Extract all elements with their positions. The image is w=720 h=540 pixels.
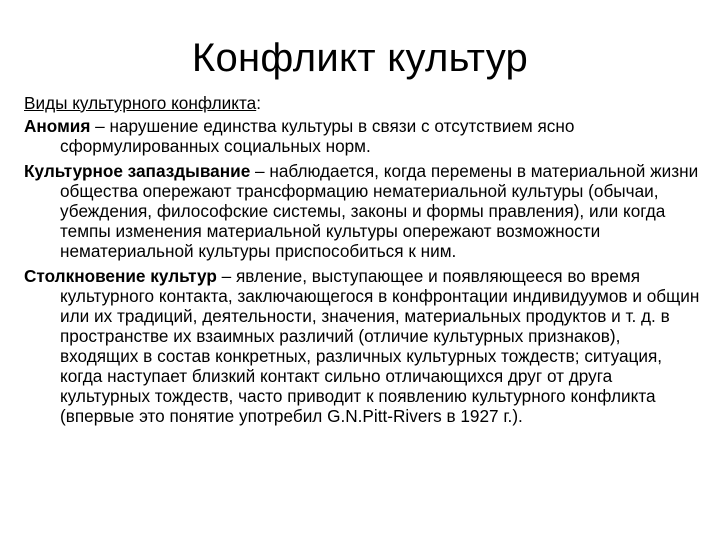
text-anomie: нарушение единства культуры в связи с отсутствием ясно сформулированных социальных норм.: [60, 116, 575, 156]
subtitle-text: Виды культурного конфликта: [24, 93, 257, 113]
text-cultural-lag: наблюдается, когда перемены в материальной жизни общества опережают трансформацию нематериальной культуры (обычаи, убеждения, философские системы, законы и формы правления), или когда темпы изменения материальной культуры опережают возможности нематериальной культуры приспособиться к ним.: [60, 161, 699, 261]
slide-content: [24, 93, 700, 431]
subtitle: [24, 93, 700, 113]
text-culture-clash: явление, выступающее и появляющееся во время культурного контакта, заключающегося в конфронтации индивидуумов и общин или их традиций, деятельности, значения, материальных продуктов и т. д. в пространстве их взаимных различий (отличие культурных признаков), входящих в состав конкретных, различных культурных тождеств; ситуация, когда наступает близкий контакт сильно отличающихся друг от друга культурных тождеств, часто приводит к появлению культурного конфликта (впервые это понятие употребил G.N.Pitt-Rivers в 1927 г.).: [60, 266, 700, 426]
definition-anomie: [24, 116, 700, 156]
term-anomie: Аномия: [24, 116, 91, 136]
separator-cultural-lag: –: [250, 161, 270, 181]
separator-anomie: –: [90, 116, 110, 136]
separator-culture-clash: –: [216, 266, 236, 286]
definition-culture-clash: [24, 266, 700, 426]
subtitle-colon: :: [256, 93, 261, 113]
slide-title: Конфликт культур: [191, 36, 529, 80]
definition-cultural-lag: [24, 161, 700, 261]
term-culture-clash: Столкновение культур: [24, 266, 217, 286]
term-cultural-lag: Культурное запаздывание: [24, 161, 251, 181]
